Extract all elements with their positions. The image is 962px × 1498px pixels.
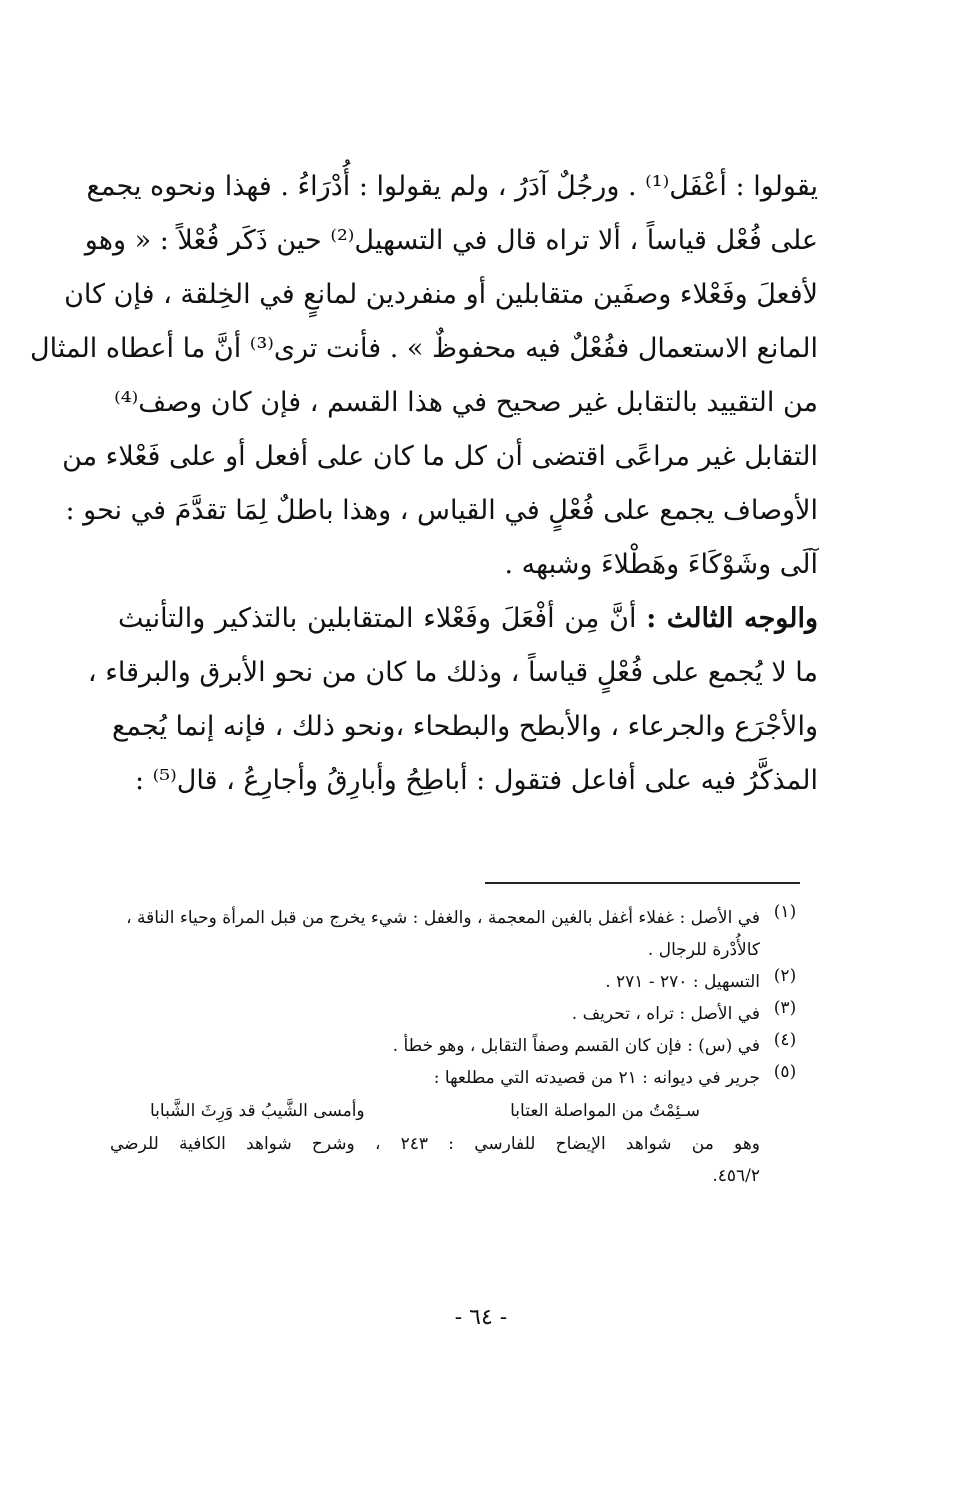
verse-first-hemistich: سـئِمْتُ من المواصلة العتابا <box>510 1101 700 1121</box>
footnote-number: (٥) <box>773 1062 797 1082</box>
footnote-line: وهو من شواهد الإيضاح للفارسي : ٢٤٣ ، وشرح شواهد الكافية للرضي <box>110 1134 760 1154</box>
text-line: التقابل غير مراعًى اقتضى أن كل ما كان على أفعل أو على فَعْلاء من <box>62 441 818 472</box>
verse-second-hemistich: وأمسى الشَّيبُ قد وَرِثَ الشَّبابا <box>150 1101 365 1121</box>
text-line <box>118 592 818 646</box>
footnote-line: التسهيل : ٢٧٠ - ٢٧١ . <box>605 972 760 992</box>
text-line: آلَى وشَوْكَاءَ وهَطْلاءَ وشبهه . <box>504 549 818 580</box>
footnote-number: (٤) <box>773 1030 797 1050</box>
footnote-line: في الأصل : تراه ، تحريف . <box>571 1004 760 1024</box>
text-line: الأوصاف يجمع على فُعْلٍ في القياس ، وهذا باطلٌ لِمَا تقدَّمَ في نحو : <box>65 495 818 526</box>
text-line: المانع الاستعمال ففُعْلٌ فيه محفوظٌ » . فأنت ترى⁽³⁾ أنَّ ما أعطاه المثال <box>29 333 818 364</box>
text-line: على فُعْل قياساً ، ألا تراه قال في التسهيل⁽²⁾ حين ذَكَر فُعْلاً : « وهو <box>84 225 818 256</box>
footnote-separator <box>485 882 800 884</box>
text-line: يقولوا : أعْفَل⁽¹⁾ . ورجُلٌ آدَرُ ، ولم يقولوا : أُدْرَاءُ . فهذا ونحوه يجمع <box>86 171 818 202</box>
footnote <box>110 902 810 966</box>
footnote-line: ٤٥٦/٢. <box>712 1166 760 1186</box>
poetry-verse <box>110 1094 760 1128</box>
footnote-line: في (س) : فإن كان القسم وصفاً التقابل ، وهو خطأ . <box>392 1036 760 1056</box>
section-heading: والوجه الثالث : <box>646 603 818 634</box>
footnote-number: (٢) <box>773 966 797 986</box>
page-number: - ٦٤ - <box>454 1305 508 1330</box>
footnote-line: في الأصل : غفلاء أغفل بالغين المعجمة ، والغفل : شيء يخرج من قبل المرأة وحياء الناقة ، <box>126 908 760 928</box>
main-text <box>29 160 818 808</box>
text-line: المذكَّرُ فيه على أفاعل فتقول : أباطِحُ وأبارِقُ وأجارِعُ ، قال⁽⁵⁾ : <box>134 765 818 796</box>
text-line: من التقييد بالتقابل غير صحيح في هذا القسم ، فإن كان وصف⁽⁴⁾ <box>114 387 818 418</box>
text-line: والأجْرَع والجرعاء ، والأبطح والبطحاء ،ونحو ذلك ، فإنه إنما يُجمع <box>111 711 818 742</box>
footnote <box>110 998 810 1030</box>
footnote <box>110 966 810 998</box>
footnote-line: جرير في ديوانه : ٢١ من قصيدته التي مطلعها : <box>433 1068 760 1088</box>
footnotes <box>110 902 810 1192</box>
text-line: ما لا يُجمع على فُعْلٍ قياساً ، وذلك ما كان من نحو الأبرق والبرقاء ، <box>87 657 818 688</box>
footnote-line: كالأُدْرة للرجال . <box>647 940 760 960</box>
footnote <box>110 1062 810 1192</box>
text-line: لأفعلَ وفَعْلاء وصفَين متقابلين أو منفردين لمانعٍ في الخِلقة ، فإن كان <box>64 279 818 310</box>
footnote <box>110 1030 810 1062</box>
text-span: أنَّ مِن أفْعَلَ وفَعْلاء المتقابلين بالتذكير والتأنيث <box>118 603 637 634</box>
footnote-number: (٣) <box>773 998 797 1018</box>
footnote-number: (١) <box>773 902 797 922</box>
